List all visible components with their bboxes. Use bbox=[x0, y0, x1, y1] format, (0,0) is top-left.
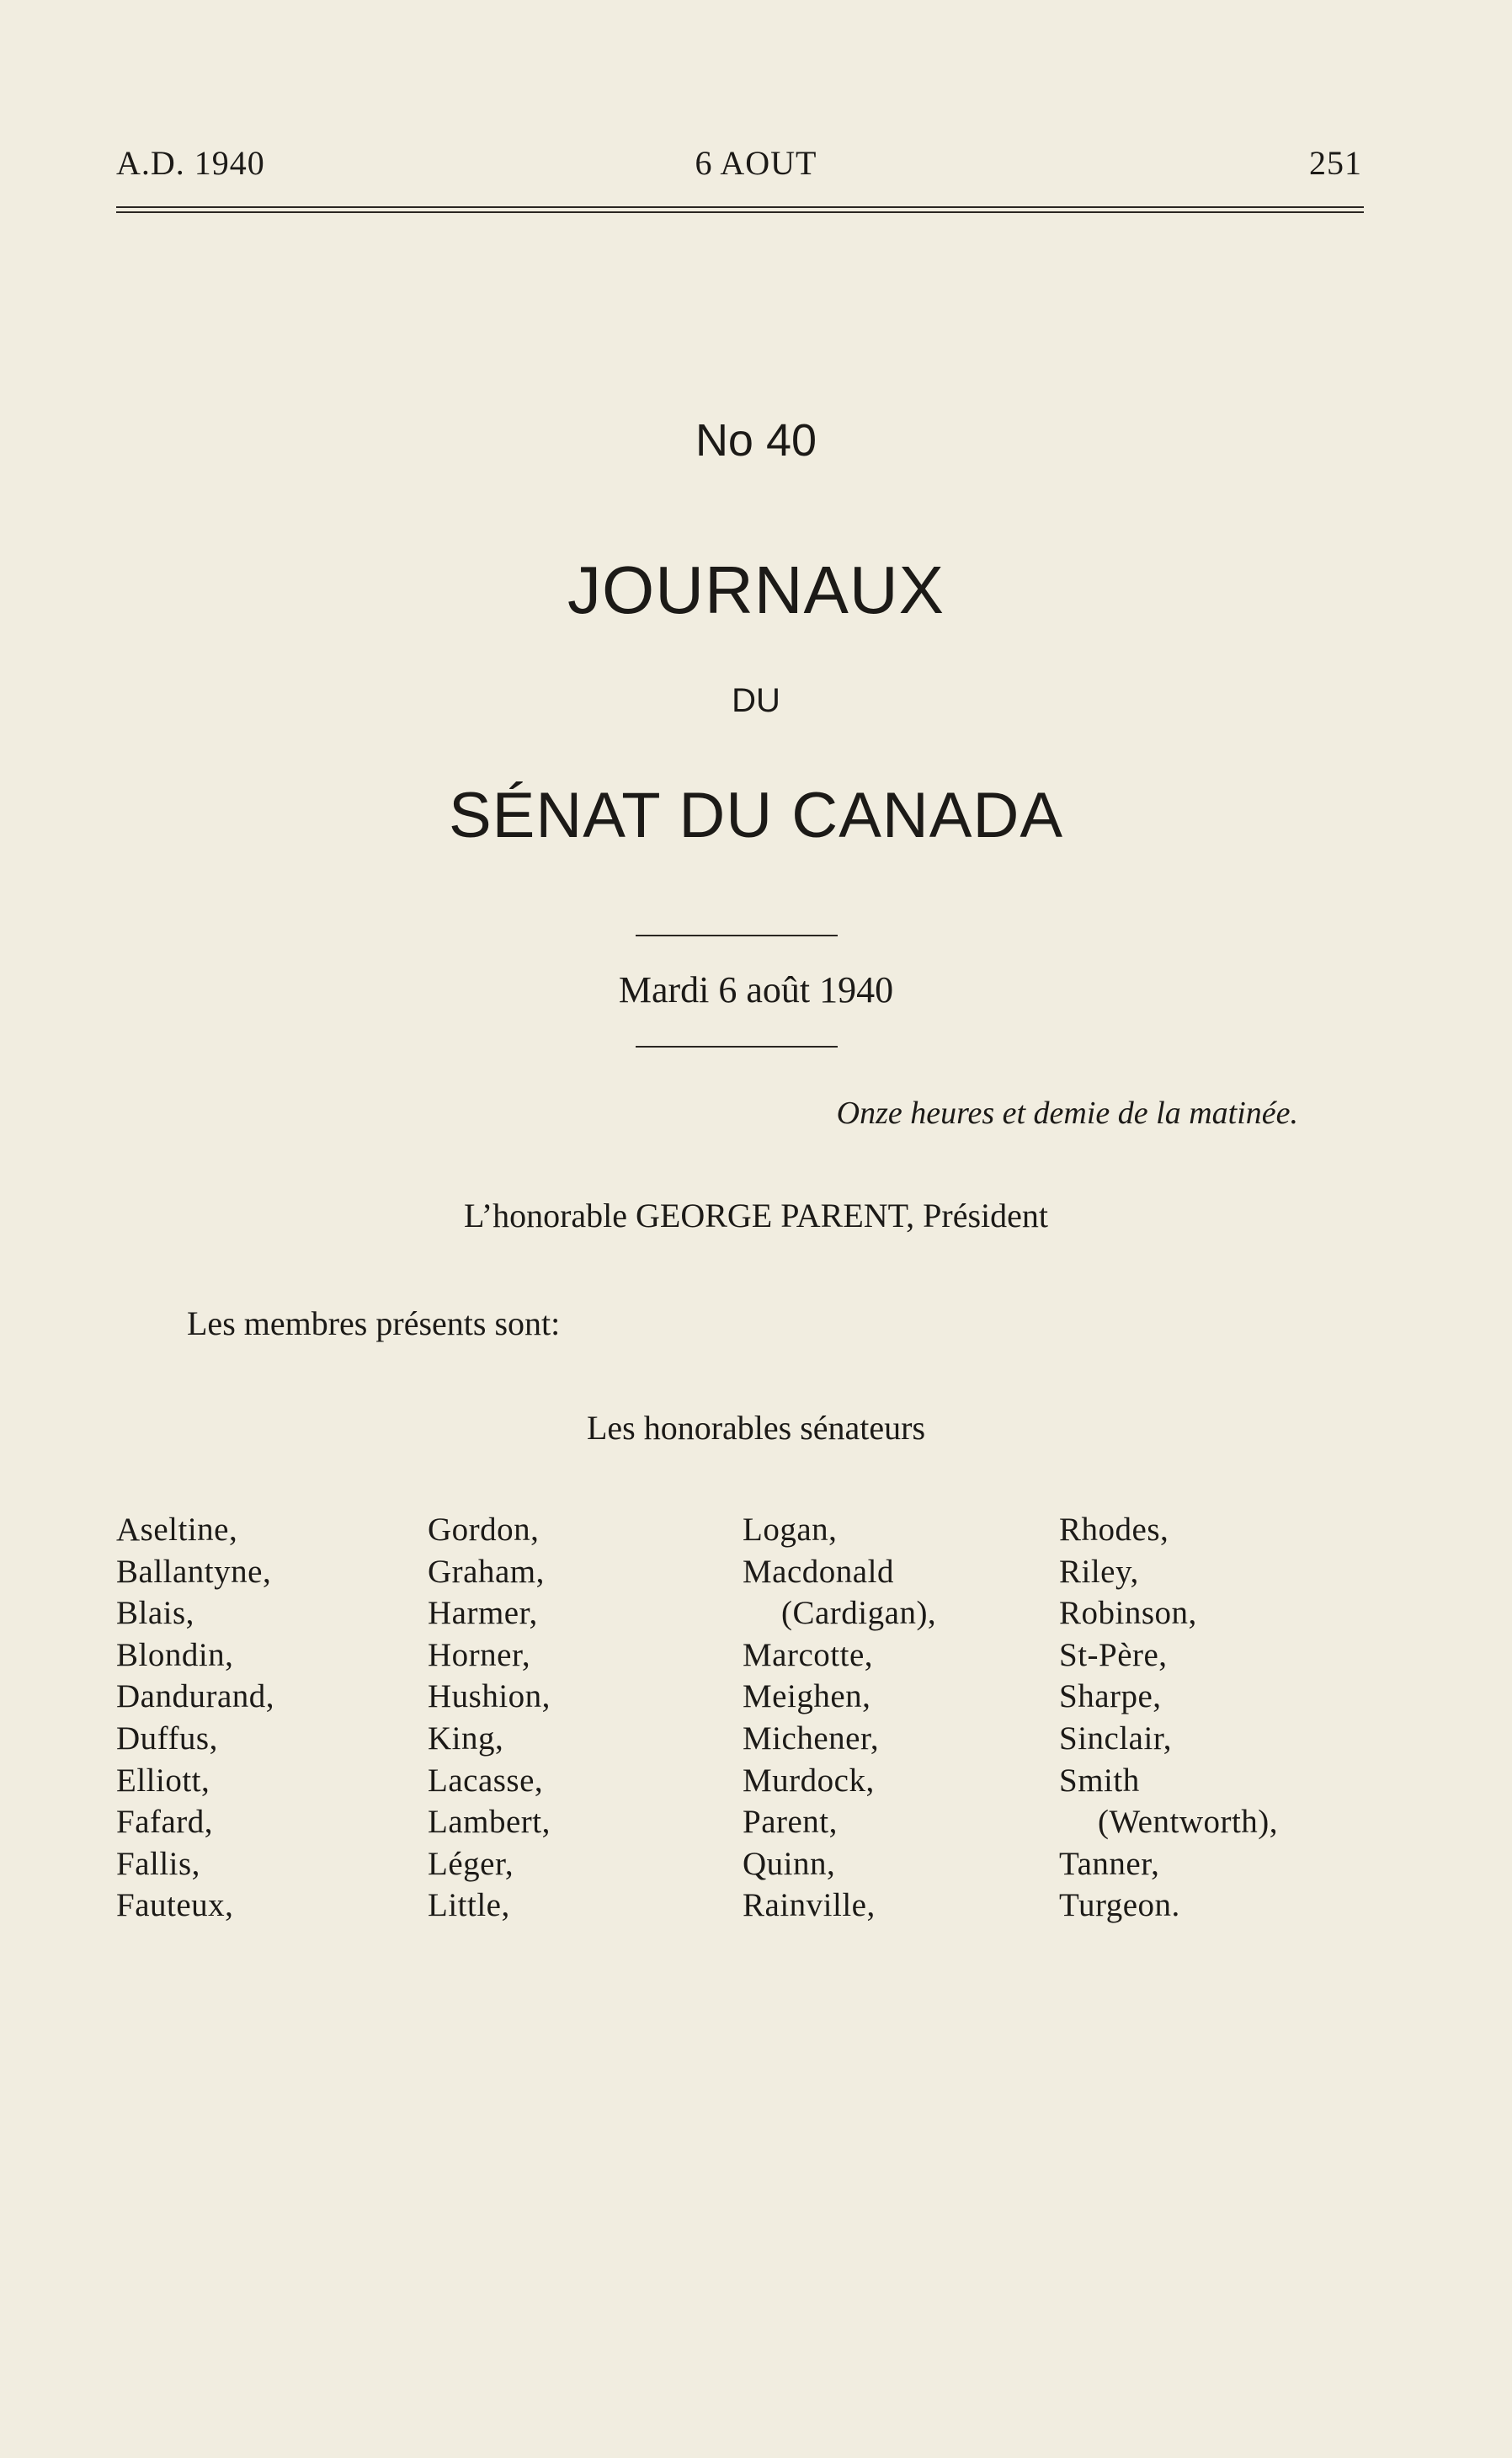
senator-name: Little, bbox=[428, 1887, 510, 1924]
senator-riding: (Cardigan), bbox=[781, 1595, 937, 1632]
header-double-rule bbox=[116, 206, 1364, 213]
senator-name: Elliott, bbox=[116, 1762, 210, 1799]
senator-name: Tanner, bbox=[1059, 1845, 1160, 1882]
senator-name: Lacasse, bbox=[428, 1762, 544, 1799]
presiding-officer: L’honorable GEORGE PARENT, Président bbox=[463, 1197, 1049, 1234]
senators-column-2 bbox=[428, 1509, 551, 1927]
senator-name: Smith bbox=[1059, 1762, 1140, 1799]
senator-name: Lambert, bbox=[428, 1804, 551, 1841]
divider-rule-bottom bbox=[636, 1046, 838, 1048]
running-header-year: A.D. 1940 bbox=[116, 144, 265, 182]
senator-name: Horner, bbox=[428, 1636, 531, 1673]
senator-name: Michener, bbox=[743, 1720, 880, 1757]
senator-name: Parent, bbox=[743, 1804, 838, 1841]
senator-name: Dandurand, bbox=[116, 1678, 275, 1715]
senator-name: Duffus, bbox=[116, 1720, 218, 1757]
senators-column-1 bbox=[116, 1509, 274, 1927]
title-journaux: JOURNAUX bbox=[567, 552, 945, 627]
senator-name: Macdonald bbox=[743, 1553, 894, 1590]
senator-name: Fallis, bbox=[116, 1845, 200, 1882]
senator-name: Blais, bbox=[116, 1595, 194, 1632]
senator-name: Ballantyne, bbox=[116, 1553, 272, 1590]
title-du: DU bbox=[732, 682, 780, 719]
senators-heading: Les honorables sénateurs bbox=[586, 1409, 926, 1447]
senators-column-3 bbox=[743, 1509, 936, 1927]
senator-name: Aseltine, bbox=[116, 1512, 238, 1548]
page-number: 251 bbox=[1309, 144, 1362, 182]
senator-name: Sharpe, bbox=[1059, 1678, 1162, 1715]
senator-name: Rainville, bbox=[743, 1887, 876, 1924]
running-header-date: 6 AOUT bbox=[695, 144, 817, 182]
members-intro: Les membres présents sont: bbox=[187, 1304, 561, 1342]
senator-name: Sinclair, bbox=[1059, 1720, 1172, 1757]
senator-name: Logan, bbox=[743, 1512, 838, 1548]
senator-name: Murdock, bbox=[743, 1762, 875, 1799]
divider-rule-top bbox=[636, 935, 838, 936]
senator-name: Harmer, bbox=[428, 1595, 538, 1632]
senator-name: Riley, bbox=[1059, 1553, 1139, 1590]
senator-name: Fafard, bbox=[116, 1804, 214, 1841]
senator-name: Blondin, bbox=[116, 1636, 234, 1673]
senator-name: King, bbox=[428, 1720, 504, 1757]
senators-column-4 bbox=[1059, 1509, 1278, 1927]
senator-riding: (Wentworth), bbox=[1098, 1804, 1279, 1841]
senator-name: Robinson, bbox=[1059, 1595, 1197, 1632]
senator-name: Fauteux, bbox=[116, 1887, 234, 1924]
senator-name: Graham, bbox=[428, 1553, 545, 1590]
title-senat-du-canada: SÉNAT DU CANADA bbox=[448, 780, 1064, 851]
senator-name: Gordon, bbox=[428, 1512, 540, 1548]
senator-name: Quinn, bbox=[743, 1845, 836, 1882]
senator-name: Turgeon. bbox=[1059, 1887, 1180, 1924]
senator-name: Meighen, bbox=[743, 1678, 871, 1715]
senator-name: Rhodes, bbox=[1059, 1512, 1169, 1548]
sitting-time: Onze heures et demie de la matinée. bbox=[836, 1096, 1298, 1131]
senator-name: Hushion, bbox=[428, 1678, 551, 1715]
senator-name: St-Père, bbox=[1059, 1636, 1168, 1673]
senator-name: Marcotte, bbox=[743, 1636, 874, 1673]
issue-number: No 40 bbox=[695, 415, 817, 466]
senator-name: Léger, bbox=[428, 1845, 514, 1882]
sitting-date: Mardi 6 août 1940 bbox=[618, 969, 894, 1010]
